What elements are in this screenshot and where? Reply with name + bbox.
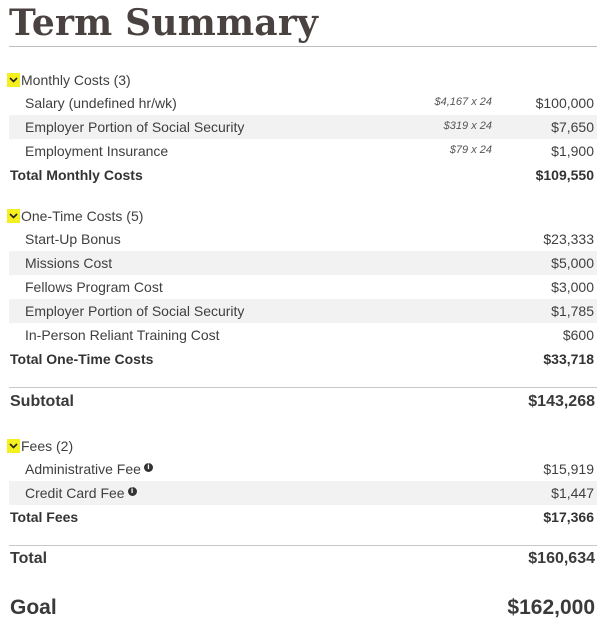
goal-label: Goal <box>10 596 57 619</box>
one-time-costs-title: One-Time Costs (5) <box>21 208 144 224</box>
total-amount: $17,366 <box>543 509 594 525</box>
table-row <box>9 115 597 139</box>
cost-label: Salary (undefined hr/wk) <box>25 95 177 111</box>
fee-label-text: Administrative Fee <box>25 461 141 477</box>
table-row <box>9 299 597 323</box>
total-fees <box>9 507 597 529</box>
table-row <box>9 457 597 481</box>
table-row <box>9 251 597 275</box>
cost-calculation: $79 x 24 <box>449 144 492 156</box>
cost-label: Start-Up Bonus <box>25 231 121 247</box>
cost-calculation: $319 x 24 <box>443 120 492 132</box>
info-icon[interactable]: i <box>144 463 153 472</box>
chevron-down-icon[interactable] <box>7 73 20 87</box>
cost-amount: $600 <box>562 327 594 343</box>
subtotal-label: Subtotal <box>10 393 74 410</box>
table-row <box>9 227 597 251</box>
total-monthly-costs <box>9 165 597 187</box>
cost-label: In-Person Reliant Training Cost <box>25 327 220 343</box>
fees-title: Fees (2) <box>21 438 74 454</box>
table-row <box>9 481 597 505</box>
chevron-down-icon[interactable] <box>7 209 20 223</box>
monthly-costs-title: Monthly Costs (3) <box>21 72 131 88</box>
total-amount: $33,718 <box>543 351 594 367</box>
monthly-costs-header[interactable] <box>7 70 131 90</box>
table-row <box>9 275 597 299</box>
cost-label: Fellows Program Cost <box>25 279 163 295</box>
grand-total-label: Total <box>10 550 48 567</box>
total-label: Total Monthly Costs <box>10 167 143 183</box>
cost-label: Employment Insurance <box>25 143 169 159</box>
info-icon[interactable]: i <box>128 487 137 496</box>
page-title: Term Summary <box>9 2 319 44</box>
cost-amount: $3,000 <box>551 279 594 295</box>
cost-amount: $1,900 <box>551 143 594 159</box>
total-one-time-costs <box>9 349 597 371</box>
total-label: Total Fees <box>10 509 79 525</box>
table-row <box>9 139 597 163</box>
fee-amount: $15,919 <box>543 461 594 477</box>
cost-amount: $23,333 <box>543 231 594 247</box>
goal-amount: $162,000 <box>507 596 595 619</box>
fee-label-text: Credit Card Fee <box>25 485 125 501</box>
total-row <box>9 550 597 574</box>
subtotal-amount: $143,268 <box>528 393 595 410</box>
cost-calculation: $4,167 x 24 <box>434 96 492 108</box>
cost-amount: $5,000 <box>551 255 594 271</box>
fee-amount: $1,447 <box>551 485 594 501</box>
total-label: Total One-Time Costs <box>10 351 154 367</box>
goal-row <box>9 596 597 626</box>
fee-label <box>25 485 137 501</box>
divider <box>9 387 597 388</box>
grand-total-amount: $160,634 <box>528 550 595 567</box>
fees-header[interactable] <box>7 436 73 456</box>
one-time-costs-header[interactable] <box>7 206 143 226</box>
cost-amount: $7,650 <box>551 119 594 135</box>
cost-amount: $1,785 <box>551 303 594 319</box>
cost-amount: $100,000 <box>535 95 594 111</box>
cost-label: Employer Portion of Social Security <box>25 303 245 319</box>
total-amount: $109,550 <box>535 167 594 183</box>
chevron-down-icon[interactable] <box>7 439 20 453</box>
fee-label <box>25 461 153 477</box>
cost-label: Missions Cost <box>25 255 113 271</box>
divider <box>9 545 597 546</box>
subtotal-row <box>9 393 597 417</box>
cost-label: Employer Portion of Social Security <box>25 119 245 135</box>
title-divider <box>9 46 597 47</box>
table-row <box>9 323 597 347</box>
table-row <box>9 91 597 115</box>
